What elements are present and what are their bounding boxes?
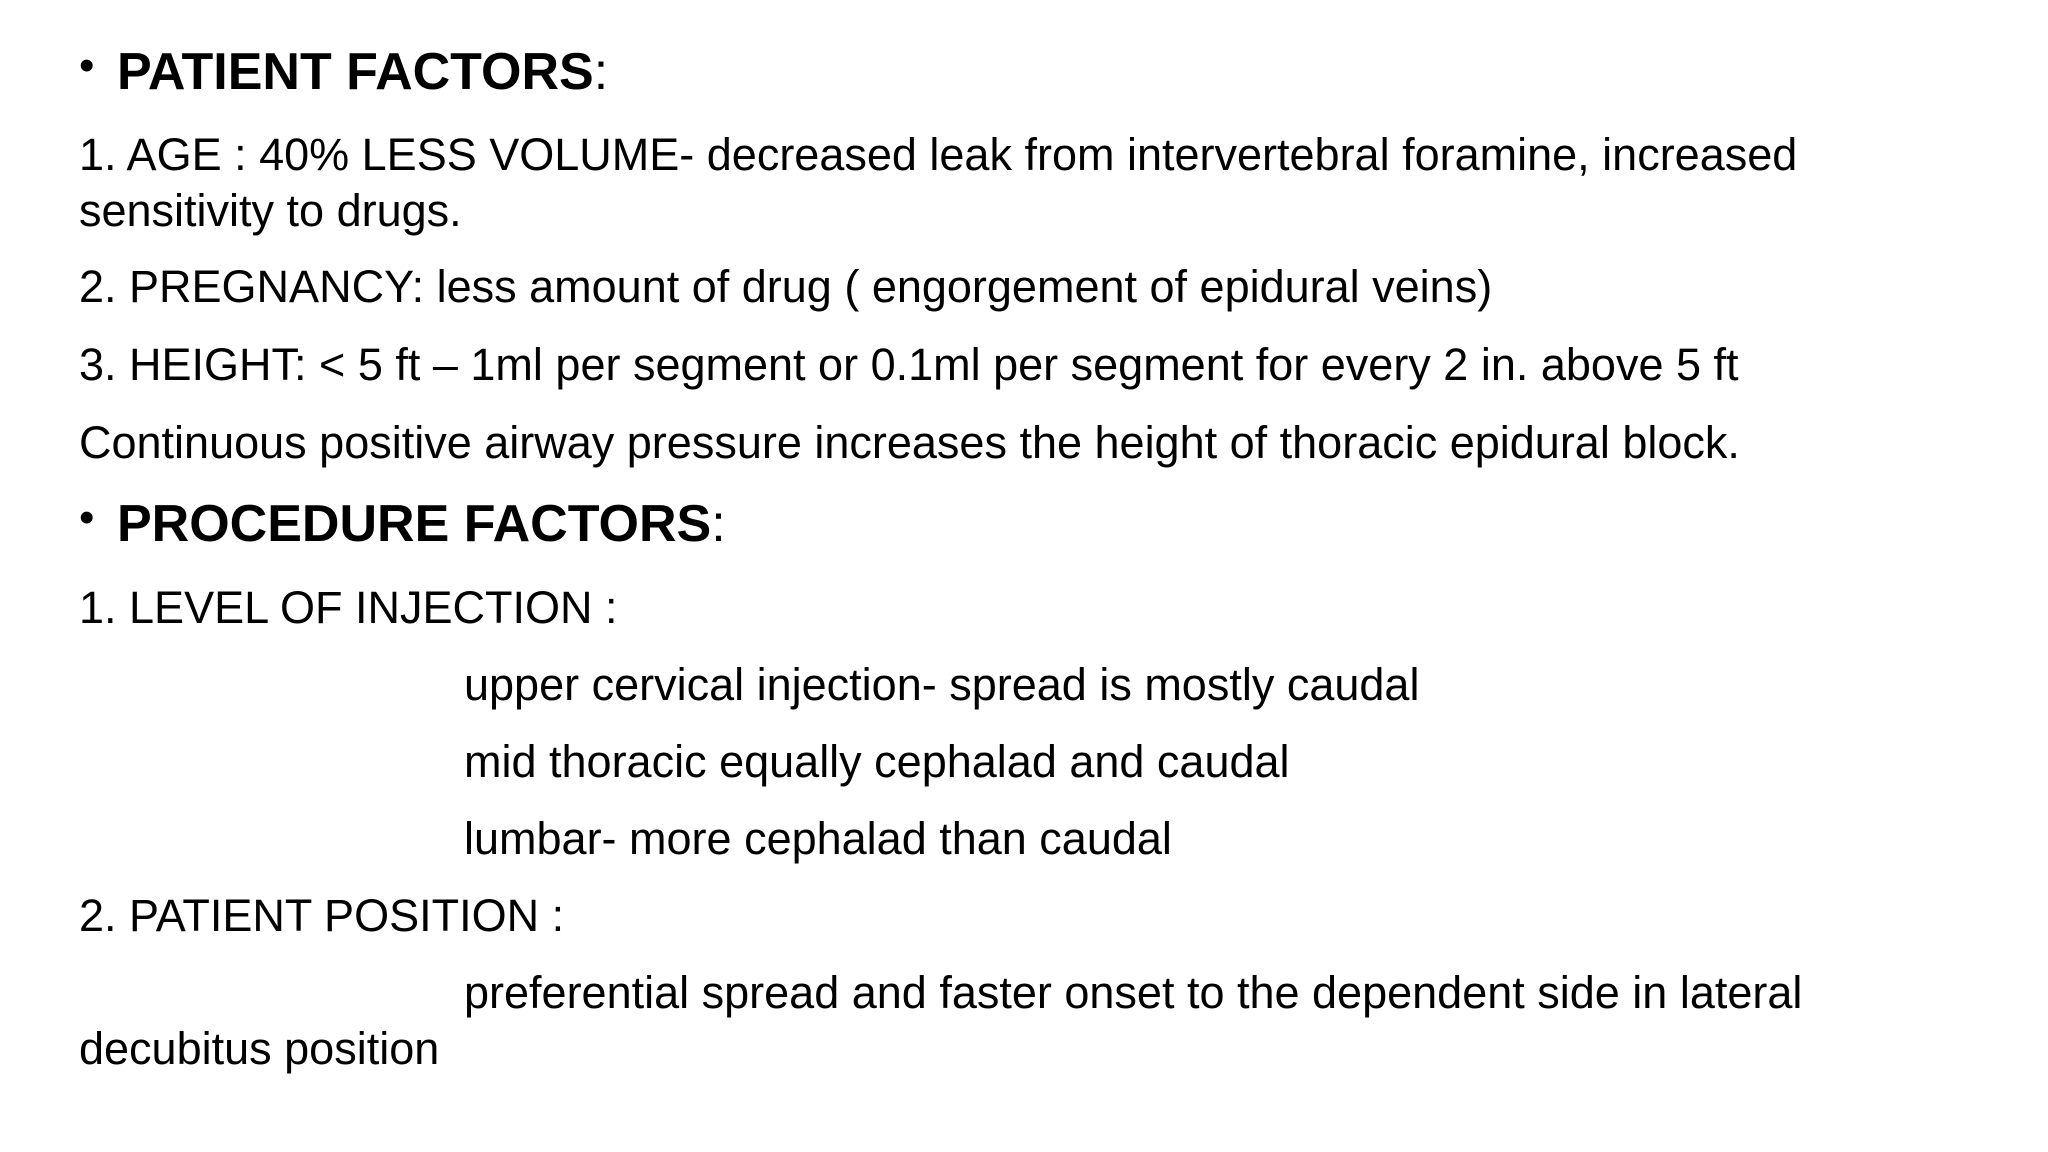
level-detail-thoracic: mid thoracic equally cephalad and caudal (464, 736, 1290, 787)
level-detail-cervical: upper cervical injection- spread is mostly caudal (464, 659, 1420, 710)
cpap-note: Continuous positive airway pressure increases the height of thoracic epidural block. (79, 417, 1740, 468)
bullet-icon: • (79, 493, 95, 542)
patient-factors-heading (79, 40, 608, 104)
level-detail-lumbar: lumbar- more cephalad than caudal (464, 813, 1172, 864)
heading-colon: : (593, 43, 609, 101)
heading-colon: : (711, 495, 726, 553)
bullet-icon: • (79, 41, 95, 90)
procedure-factors-title: PROCEDURE FACTORS (117, 495, 712, 553)
age-item: 1. AGE : 40% LESS VOLUME- decreased leak from intervertebral foramine, increased sensitivity to drugs. (79, 129, 1798, 236)
pregnancy-item: 2. PREGNANCY: less amount of drug ( engorgement of epidural veins) (79, 261, 1493, 312)
patient-position-title: 2. PATIENT POSITION : (79, 890, 565, 941)
patient-position-detail: preferential spread and faster onset to the dependent side in lateral decubitus position (79, 967, 1803, 1074)
procedure-factors-heading (79, 492, 726, 556)
height-item: 3. HEIGHT: < 5 ft – 1ml per segment or 0.1ml per segment for every 2 in. above 5 ft (79, 339, 1739, 390)
level-of-injection-title: 1. LEVEL OF INJECTION : (79, 582, 618, 633)
patient-factors-title: PATIENT FACTORS (117, 43, 594, 101)
